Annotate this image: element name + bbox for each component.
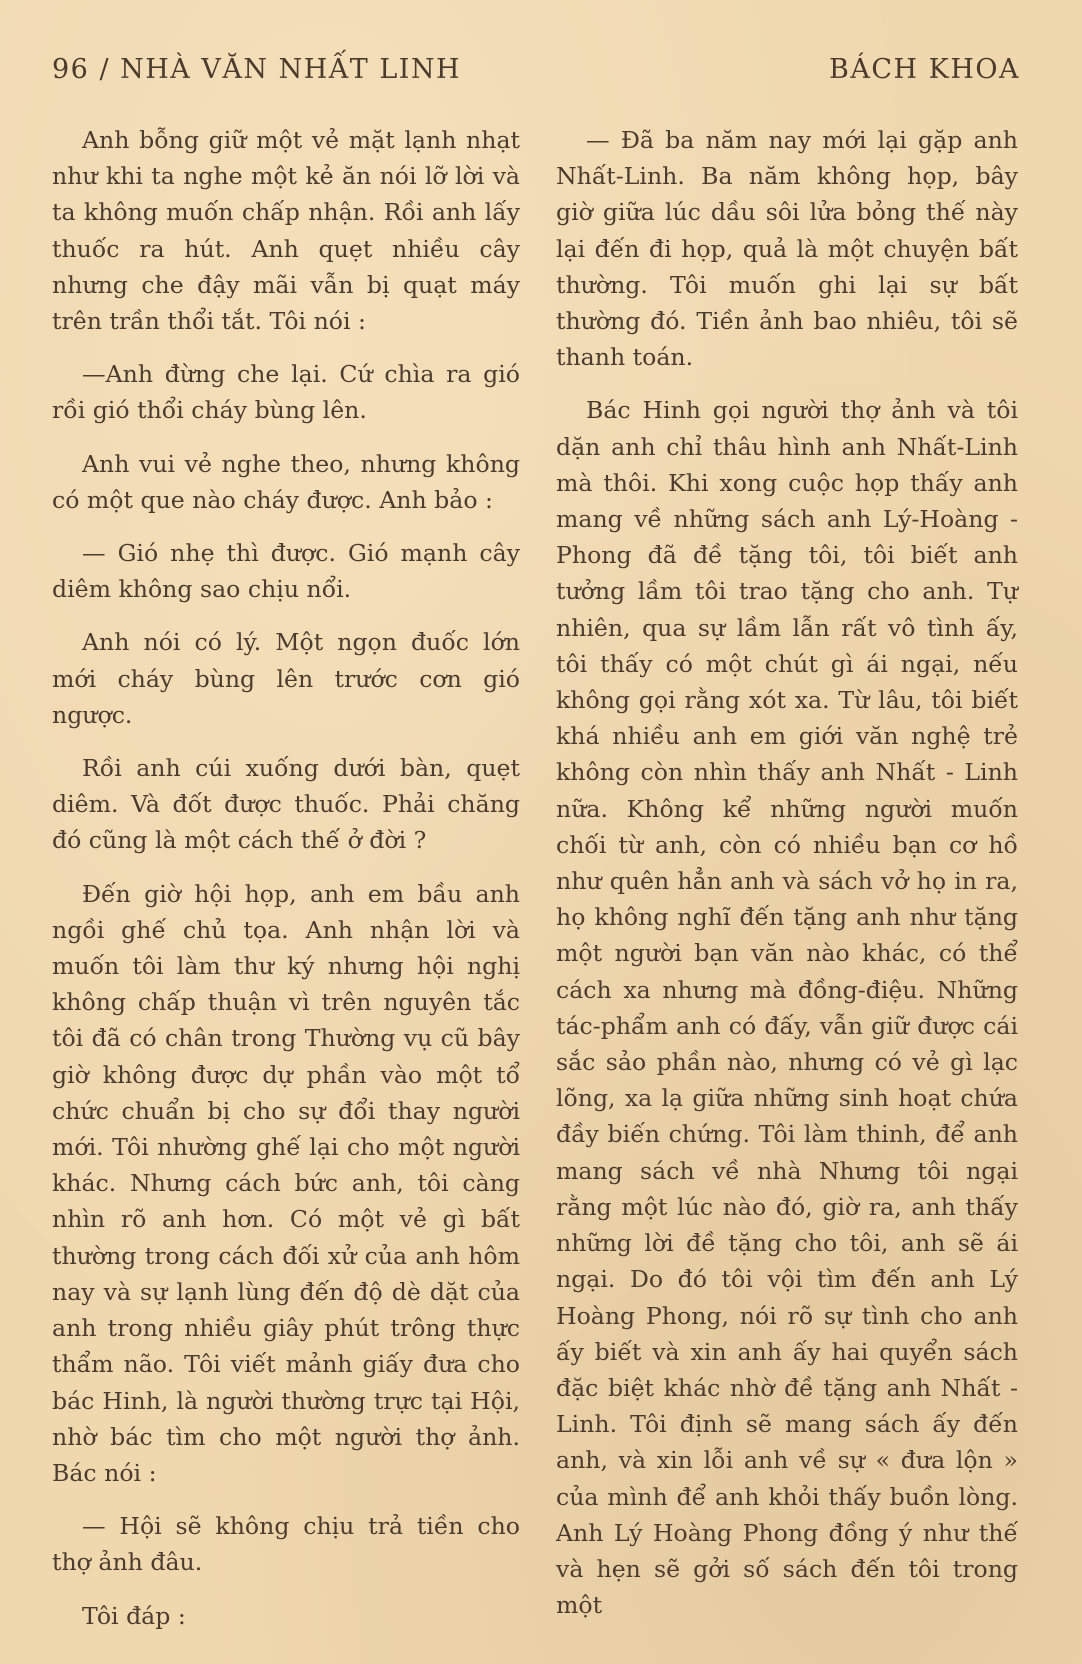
left-text-column [52,122,520,1634]
paragraph: Tôi đáp : [82,1601,186,1630]
paragraph: Anh nói có lý. Một ngọn đuốc lớn mới cháy bùng lên trước cơn gió ngược. [52,628,520,729]
header-magazine-name: BÁCH KHOA [829,54,1020,85]
paragraph: Bác Hinh gọi người thợ ảnh và tôi dặn anh chỉ thâu hình anh Nhất-Linh mà thôi. Khi xong cuộc họp thấy anh mang về những sách anh Lý-Hoàng - Phong đã đề tặng tôi, tôi biết anh tưởng lầm tôi trao tặng cho anh. Tự nhiên, qua sự lầm lẫn rất vô tình ấy, tôi thấy có một chút gì ái ngại, nếu không gọi rằng xót xa. Từ lâu, tôi biết khá nhiều anh em giới văn nghệ trẻ không còn nhìn thấy anh Nhất - Linh nữa. Không kể những người muốn chối từ anh, còn có nhiều bạn cơ hồ như quên hẳn anh và sách vở họ in ra, họ không nghĩ đến tặng anh như tặng một người bạn văn nào khác, có thể cách xa nhưng mà đồng-điệu. Những tác-phẩm anh có đấy, vẫn giữ được cái sắc sảo phần nào, nhưng có vẻ gì lạc lõng, xa lạ giữa những sinh hoạt chứa đầy biến chứng. Tôi làm thinh, để anh mang sách về nhà Nhưng tôi ngại rằng một lúc nào đó, giờ ra, anh thấy những lời đề tặng cho tôi, anh sẽ ái ngại. Do đó tôi vội tìm đến anh Lý Hoàng Phong, nói rõ sự tình cho anh ấy biết và xin anh ấy hai quyển sách đặc biệt khác nhờ đề tặng anh Nhất - Linh. Tôi định sẽ mang sách ấy đến anh, và xin lỗi anh về sự « đưa lộn » của mình để anh khỏi thấy buồn lòng. Anh Lý Hoàng Phong đồng ý như thế và hẹn sẽ gởi số sách đến tôi trong một [556,396,1018,1620]
paragraph: — Hội sẽ không chịu trả tiền cho thợ ảnh đâu. [52,1512,520,1577]
header-page-number-and-title: 96 / NHÀ VĂN NHẤT LINH [52,54,462,85]
paragraph: Anh bỗng giữ một vẻ mặt lạnh nhạt như khi ta nghe một kẻ ăn nói lỡ lời và ta không muốn chấp nhận. Rồi anh lấy thuốc ra hút. Anh quẹt nhiều cây nhưng che đậy mãi vẫn bị quạt máy trên trần thổi tắt. Tôi nói : [52,126,520,336]
paragraph: Đến giờ hội họp, anh em bầu anh ngồi ghế chủ tọa. Anh nhận lời và muốn tôi làm thư ký nhưng hội nghị không chấp thuận vì trên nguyên tắc tôi đã có chân trong Thường vụ cũ bây giờ không được dự phần vào một tổ chức chuẩn bị cho sự đổi thay người mới. Tôi nhường ghế lại cho một người khác. Nhưng cách bức anh, tôi càng nhìn rõ anh hơn. Có một vẻ gì bất thường trong cách đối xử của anh hôm nay và sự lạnh lùng đến độ dè dặt của anh trong nhiều giây phút trông thực thẩm não. Tôi viết mảnh giấy đưa cho bác Hinh, là người thường trực tại Hội, nhờ bác tìm cho một người thợ ảnh. Bác nói : [52,879,520,1487]
paragraph: — Đã ba năm nay mới lại gặp anh Nhất-Linh. Ba năm không họp, bây giờ giữa lúc dầu sôi lửa bỏng thế này lại đến đi họp, quả là một chuyện bất thường. Tôi muốn ghi lại sự bất thường đó. Tiền ảnh bao nhiêu, tôi sẽ thanh toán. [556,126,1018,372]
paragraph: — Gió nhẹ thì được. Gió mạnh cây diêm không sao chịu nổi. [52,539,520,604]
right-text-column [556,122,1018,1623]
paragraph: Rồi anh cúi xuống dưới bàn, quẹt diêm. Và đốt được thuốc. Phải chăng đó cũng là một cách thế ở đời ? [52,754,520,855]
paragraph: —Anh đừng che lại. Cứ chìa ra gió rồi gió thổi cháy bùng lên. [52,360,520,425]
page-header [52,54,1020,94]
paragraph: Anh vui vẻ nghe theo, nhưng không có một que nào cháy được. Anh bảo : [52,449,520,514]
